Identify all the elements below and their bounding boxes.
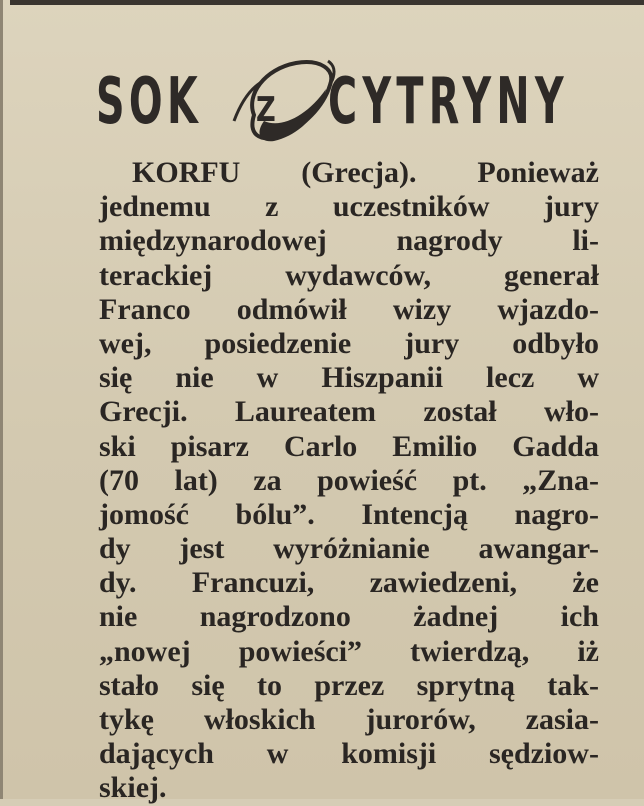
top-border-rule <box>10 0 644 5</box>
article-line: „nowej powieści” twierdzą, iż <box>99 634 599 668</box>
article-line: tykę włoskich jurorów, zasia- <box>99 703 599 736</box>
article-line: wej, posiedzenie jury odbyło <box>99 326 599 360</box>
article-line: nie nagrodzono żadnej ich <box>99 600 599 634</box>
article-line: KORFU (Grecja). Ponieważ <box>132 156 599 189</box>
article-line: jednemu z uczestników jury <box>99 190 599 224</box>
article-line: dy jest wyróżnianie awangar- <box>99 532 599 566</box>
article-line: skiej. <box>99 771 167 805</box>
headline-word-sok: SOK <box>96 65 203 139</box>
article-line: stało się to przez sprytną tak- <box>99 668 599 702</box>
article-line: dy. Francuzi, zawiedzeni, że <box>99 566 599 600</box>
article-line: dających w komisji sędziow- <box>99 737 599 771</box>
article-line: jomość bólu”. Intencją nagro- <box>99 497 599 531</box>
article-line: terackiej wydawców, generał <box>99 258 599 292</box>
article-line: (70 lat) za powieść pt. „Zna- <box>99 463 599 497</box>
headline-word-cytryny: CYTRYNY <box>328 65 569 139</box>
article-line: Grecji. Laureatem został wło- <box>99 395 599 429</box>
headline-word-z: Z <box>256 90 276 130</box>
left-column-rule <box>0 0 3 799</box>
article-line: się nie w Hiszpanii lecz w <box>99 361 599 395</box>
article-line: Franco odmówił wizy wjazdo- <box>99 292 599 326</box>
article-body <box>99 156 599 806</box>
article-line: ski pisarz Carlo Emilio Gadda <box>99 429 599 463</box>
headline <box>96 55 606 150</box>
article-line: międzynarodowej nagrody li- <box>99 224 599 258</box>
